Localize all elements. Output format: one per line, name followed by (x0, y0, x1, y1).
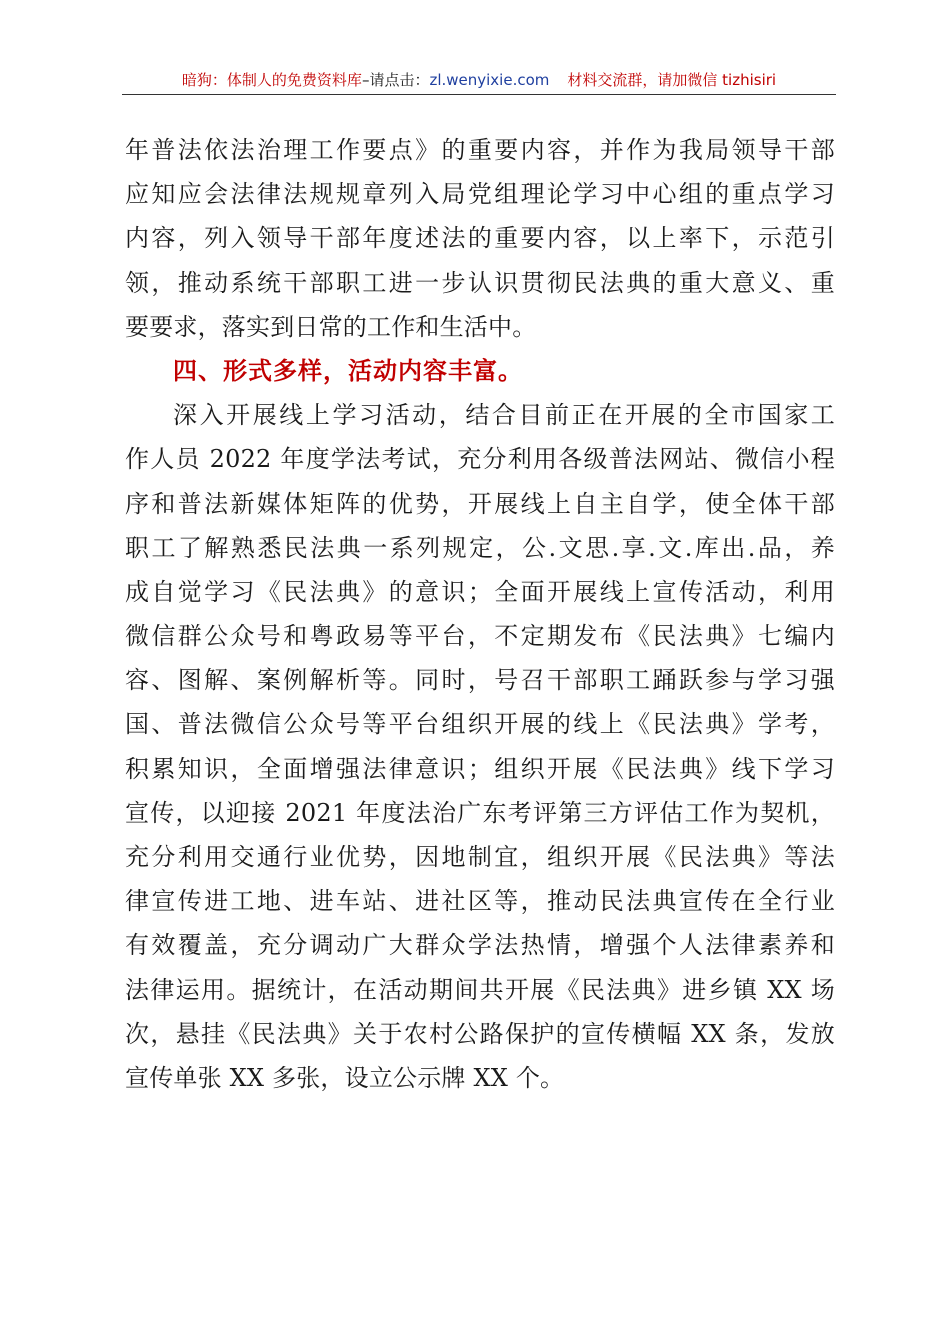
paragraph-line: 序和普法新媒体矩阵的优势，开展线上自主自学，使全体干部 (125, 489, 835, 518)
paragraph-line: 要要求，落实到日常的工作和生活中。 (125, 312, 537, 341)
paragraph-line: 内容，列入领导干部年度述法的重要内容，以上率下，示范引 (125, 224, 835, 253)
header-click-label: –请点击： (361, 71, 430, 89)
paragraph-line: 国、普法微信公众号等平台组织开展的线上《民法典》学考， (125, 710, 835, 739)
paragraph-line: 宣传，以迎接 2021 年度法治广东考评第三方评估工作为契机， (125, 798, 835, 827)
paragraph-line: 应知应会法律法规规章列入局党组理论学习中心组的重点学习 (125, 180, 835, 209)
paragraph-line: 微信群公众号和粤政易等平台，不定期发布《民法典》七编内 (125, 622, 835, 651)
paragraph-line: 充分利用交通行业优势，因地制宜，组织开展《民法典》等法 (125, 843, 835, 871)
paragraph-line: 宣传单张 XX 多张，设立公示牌 XX 个。 (125, 1063, 565, 1092)
header-group-info: 材料交流群，请加微信 tizhisiri (567, 71, 777, 89)
paragraph-line: 职工了解熟悉民法典一系列规定，公.文思.享.文.库出.品，养 (125, 533, 835, 562)
paragraph-line: 领，推动系统干部职工进一步认识贯彻民法典的重大意义、重 (125, 268, 835, 297)
header-brand: 暗狗：体制人的免费资料库 (181, 71, 362, 89)
paragraph-line: 容、图解、案例解析等。同时，号召干部职工踊跃参与学习强 (125, 666, 835, 695)
paragraph-line: 律宣传进工地、进车站、进社区等，推动民法典宣传在全行业 (125, 887, 835, 916)
section-heading: 四、形式多样，活动内容丰富。 (173, 356, 523, 385)
paragraph-line: 有效覆盖，充分调动广大群众学法热情，增强个人法律素养和 (125, 931, 835, 960)
paragraph-2 (125, 393, 835, 1100)
paragraph-line: 次，悬挂《民法典》关于农村公路保护的宣传横幅 XX 条，发放 (125, 1019, 835, 1048)
paragraph-line: 法律运用。据统计，在活动期间共开展《民法典》进乡镇 XX 场 (125, 975, 835, 1004)
paragraph-line: 年普法依法治理工作要点》的重要内容，并作为我局领导干部 (125, 136, 835, 164)
page-header (122, 66, 836, 95)
paragraph-line: 积累知识，全面增强法律意识；组织开展《民法典》线下学习 (125, 754, 835, 783)
paragraph-line: 深入开展线上学习活动，结合目前正在开展的全市国家工 (173, 401, 835, 430)
document-body (125, 128, 835, 1100)
paragraph-1 (125, 128, 835, 349)
header-url-link[interactable]: zl.wenyixie.com (429, 71, 550, 89)
paragraph-line: 成自觉学习《民法典》的意识；全面开展线上宣传活动，利用 (125, 577, 835, 606)
paragraph-line: 作人员 2022 年度学法考试，充分利用各级普法网站、微信小程 (125, 445, 835, 474)
